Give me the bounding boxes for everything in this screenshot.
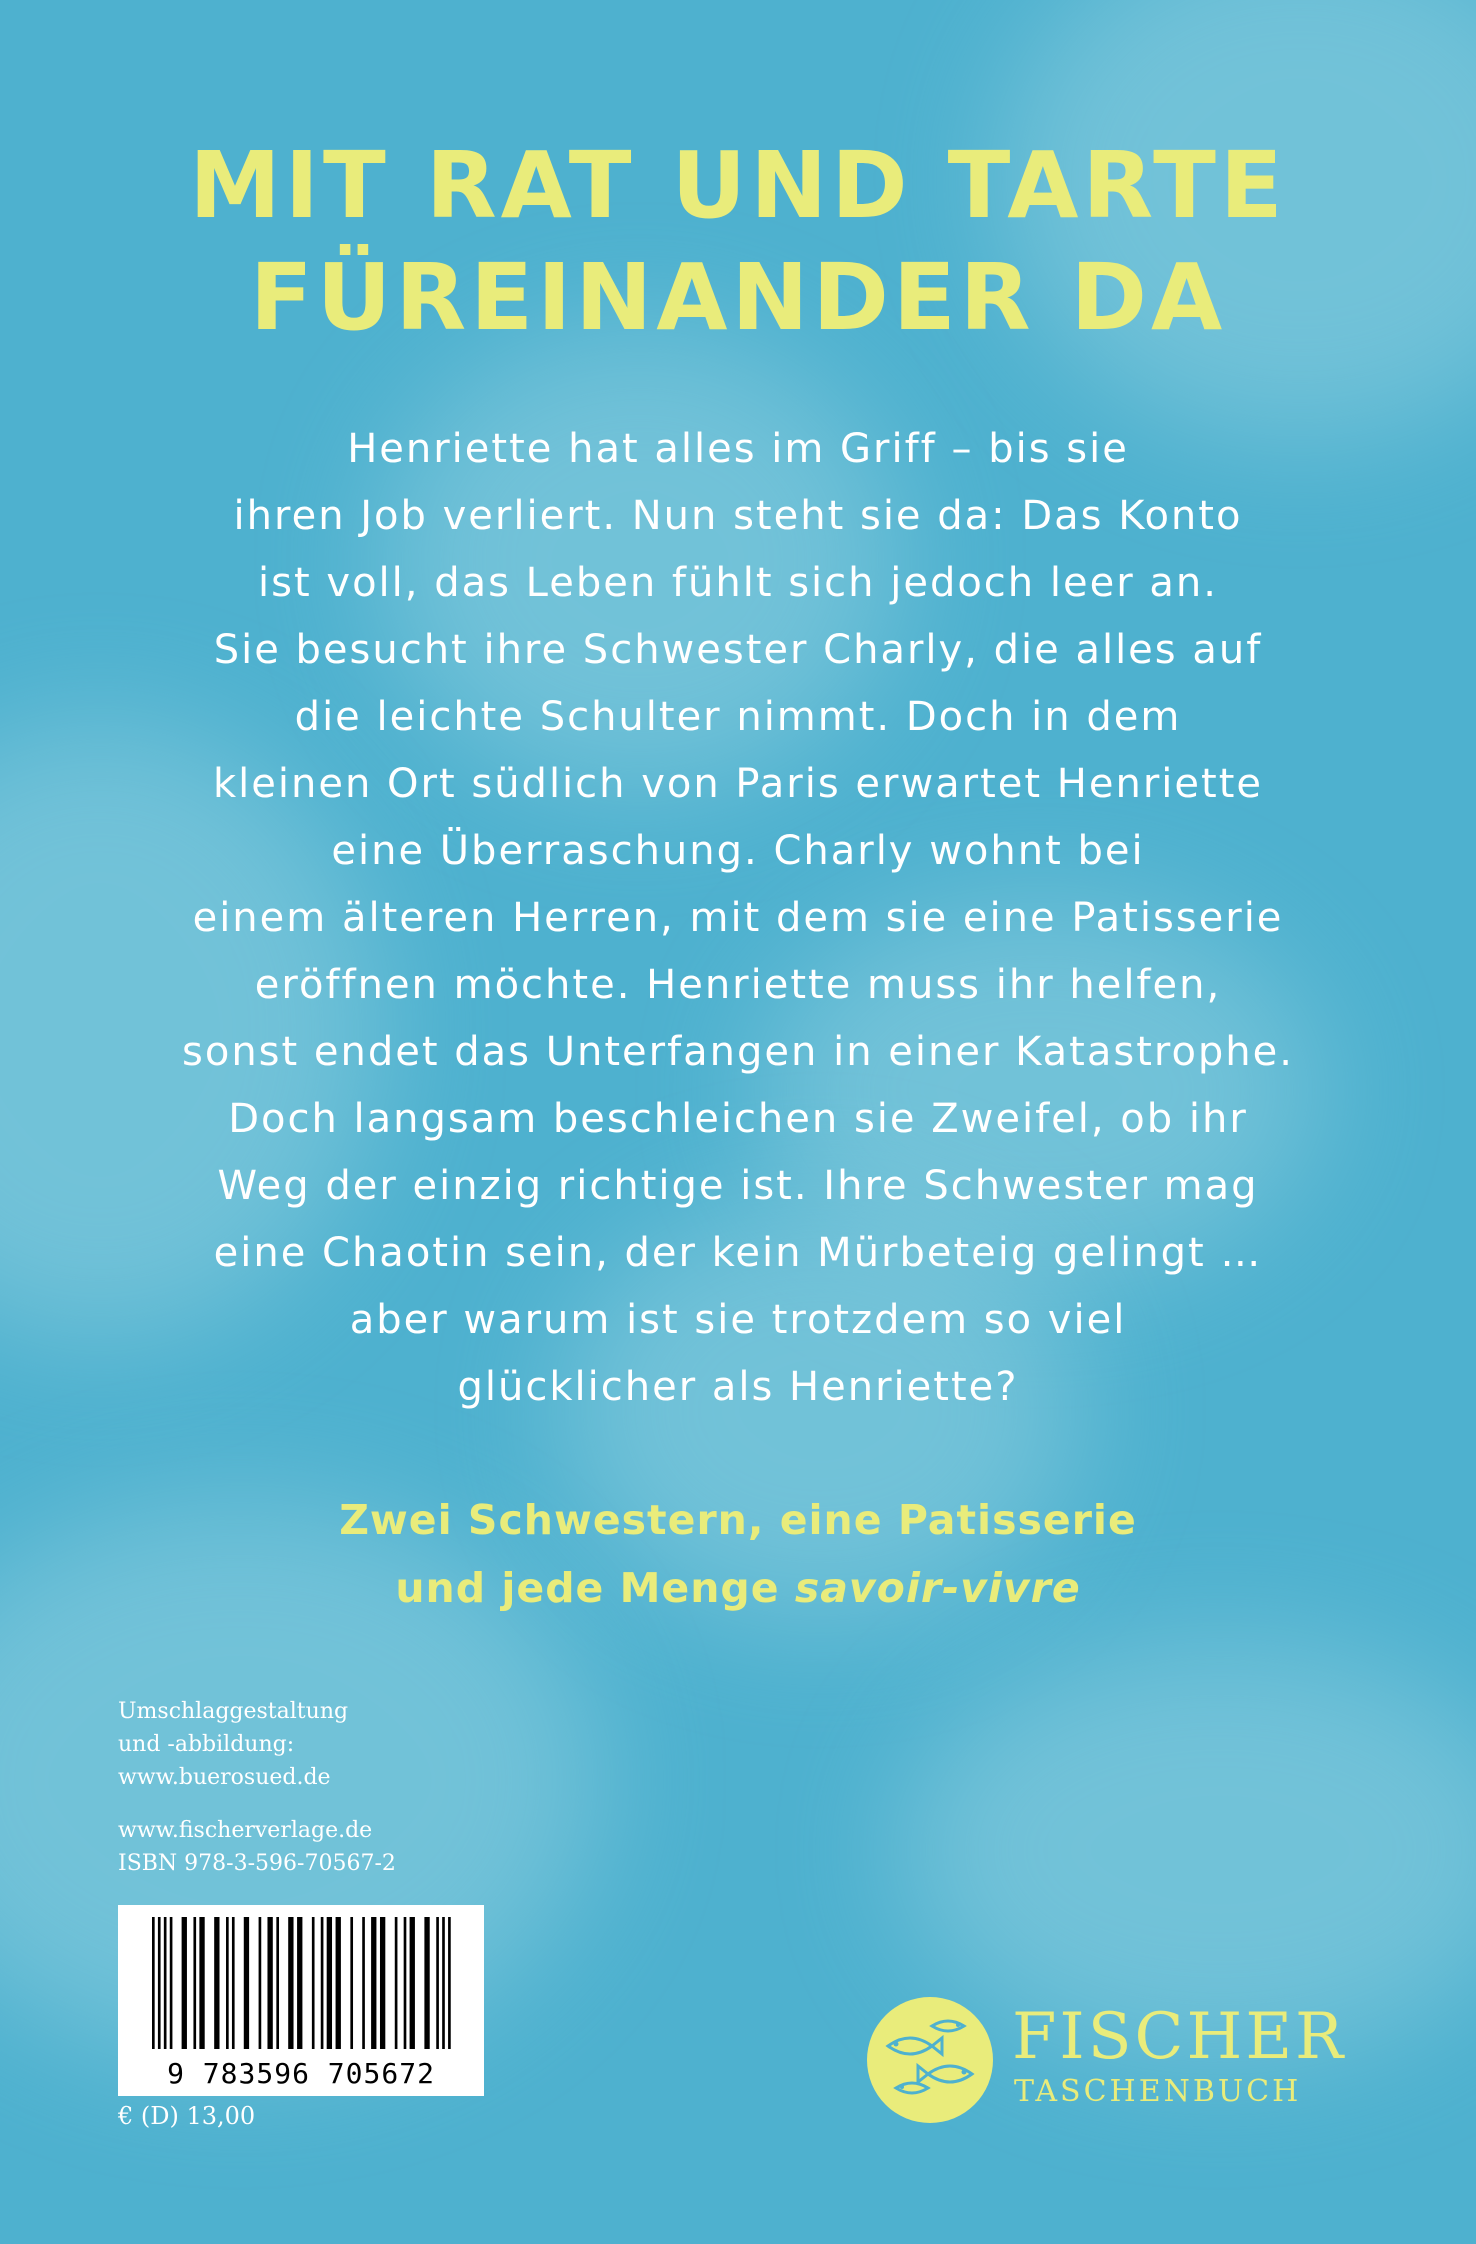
barcode-bar xyxy=(362,1917,365,2049)
barcode-bar xyxy=(193,1917,196,2049)
barcode-bar xyxy=(321,1917,324,2049)
barcode-bar xyxy=(214,1917,219,2049)
blurb-line: ist voll, das Leben fühlt sich jedoch leer an. xyxy=(258,560,1218,606)
headline-line-1: MIT RAT UND TARTE xyxy=(189,132,1287,239)
blurb-line: eine Chaotin sein, der kein Mürbeteig gelingt … xyxy=(213,1230,1263,1276)
barcode-bar xyxy=(170,1917,173,2049)
blurb-line: Doch langsam beschleichen sie Zweifel, ob ihr xyxy=(228,1096,1248,1142)
publisher-logo xyxy=(866,1996,1426,2126)
publisher-url: www.fischerverlage.de xyxy=(118,1818,373,1843)
blurb-text xyxy=(60,416,1416,1421)
blurb-line: eröffnen möchte. Henriette muss ihr helfen, xyxy=(254,962,1222,1008)
barcode-bar xyxy=(244,1917,249,2049)
barcode-bar xyxy=(164,1917,167,2049)
barcode-bar xyxy=(259,1917,262,2049)
barcode-bar xyxy=(380,1917,385,2049)
blurb-line: Sie besucht ihre Schwester Charly, die alles auf xyxy=(213,627,1263,673)
barcode xyxy=(118,1905,484,2096)
barcode-bar xyxy=(312,1917,315,2049)
barcode-bar xyxy=(410,1917,415,2049)
barcode-bar xyxy=(297,1917,302,2049)
barcode-bar xyxy=(226,1917,229,2049)
blurb-line: Henriette hat alles im Griff – bis sie xyxy=(347,426,1129,472)
cover-credits xyxy=(118,1695,396,1880)
isbn: ISBN 978-3-596-70567-2 xyxy=(118,1851,396,1876)
barcode-bar xyxy=(267,1917,272,2049)
tagline-italic-phrase: savoir-vivre xyxy=(794,1564,1081,1612)
design-credit-label-1: Umschlaggestaltung xyxy=(118,1699,349,1724)
barcode-bar xyxy=(448,1917,451,2049)
barcode-bar xyxy=(424,1917,429,2049)
blurb-line: eine Überraschung. Charly wohnt bei xyxy=(331,828,1145,874)
blurb-line: ihren Job verliert. Nun steht sie da: Das Konto xyxy=(233,493,1243,539)
headline xyxy=(0,130,1476,354)
blurb-line: einem älteren Herren, mit dem sie eine Patisserie xyxy=(192,895,1284,941)
barcode-bar xyxy=(436,1917,439,2049)
barcode-bar xyxy=(350,1917,353,2049)
design-credit-label-2: und -abbildung: xyxy=(118,1732,295,1757)
barcode-bar xyxy=(404,1917,407,2049)
blurb-line: kleinen Ort südlich von Paris erwartet Henriette xyxy=(213,761,1263,807)
blurb-line: sonst endet das Unterfangen in einer Katastrophe. xyxy=(182,1029,1294,1075)
barcode-bar xyxy=(442,1917,445,2049)
fish-emblem-icon xyxy=(866,1996,994,2124)
barcode-bar xyxy=(232,1917,235,2049)
barcode-digits: 9 783596 705672 xyxy=(167,2057,435,2090)
barcode-bar xyxy=(336,1917,341,2049)
barcode-bar xyxy=(276,1917,279,2049)
barcode-bar xyxy=(158,1917,161,2049)
headline-line-2: FÜREINANDER DA xyxy=(249,244,1227,351)
blurb-line: aber warum ist sie trotzdem so viel xyxy=(349,1297,1127,1343)
tagline-line-2 xyxy=(0,1554,1476,1622)
barcode-bar xyxy=(152,1917,155,2049)
tagline-line-1: Zwei Schwestern, eine Patisserie xyxy=(339,1496,1137,1544)
barcode-bar xyxy=(395,1917,398,2049)
barcode-bar xyxy=(288,1917,293,2049)
publisher-imprint: TASCHENBUCH xyxy=(1014,2074,1302,2109)
design-credit-url: www.buerosued.de xyxy=(118,1765,331,1790)
barcode-bar xyxy=(199,1917,204,2049)
barcode-bar xyxy=(182,1917,187,2049)
barcode-bar xyxy=(371,1917,376,2049)
blurb-line: die leichte Schulter nimmt. Doch in dem xyxy=(294,694,1182,740)
tagline xyxy=(0,1486,1476,1622)
blurb-line: glücklicher als Henriette? xyxy=(457,1364,1019,1410)
publisher-name: FISCHER xyxy=(1012,2000,1347,2074)
barcode-bar xyxy=(327,1917,332,2049)
tagline-line-2-prefix: und jede Menge xyxy=(395,1564,795,1612)
price: € (D) 13,00 xyxy=(118,2102,256,2130)
blurb-line: Weg der einzig richtige ist. Ihre Schwester mag xyxy=(217,1163,1259,1209)
